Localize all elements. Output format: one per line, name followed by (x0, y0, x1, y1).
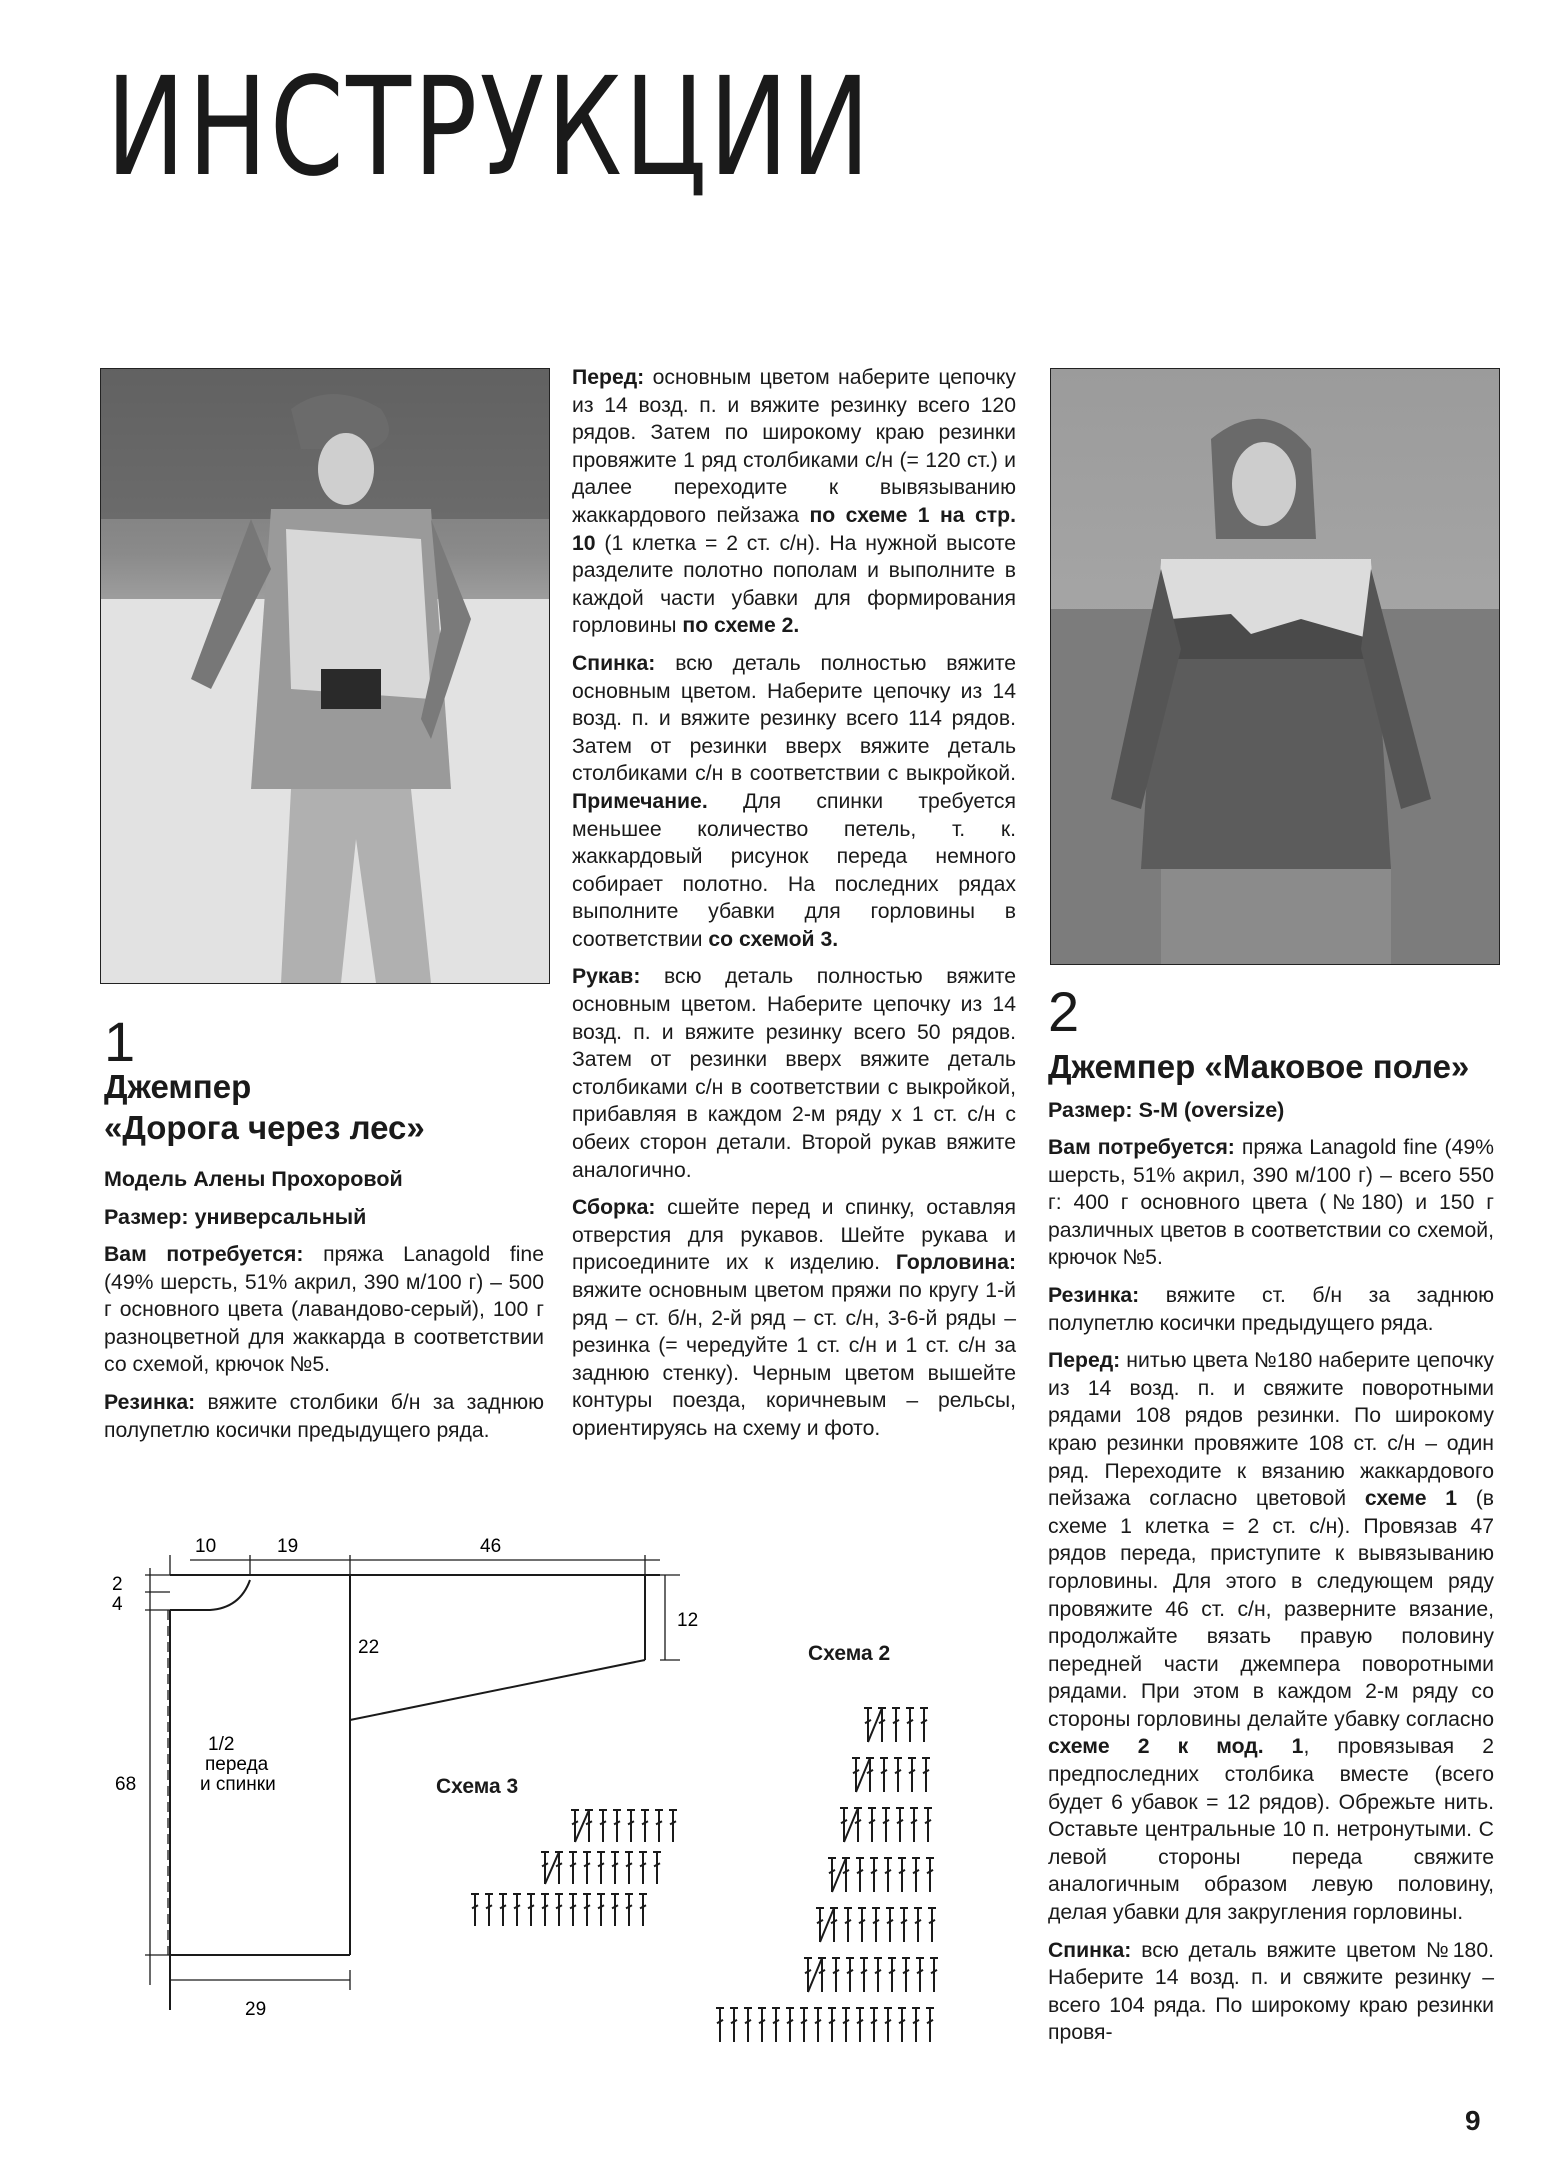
stitch-symbol (856, 2008, 864, 2042)
model-1-size-label: Размер: (104, 1205, 189, 1229)
stitch-symbol (716, 2008, 724, 2042)
model-1-back-text: всю деталь полностью вяжите основным цветом. Наберите цепочку из 14 возд. п. и вяжите резинку всего 114 рядов. Затем от резинки вверх вяжите деталь столбиками с/н в соответствии с выкройкой. (572, 651, 1016, 786)
stitch-symbol (655, 1810, 663, 1842)
dim-bottom: 29 (245, 1999, 267, 2020)
model-2-rib-text: вяжите ст. б/н за заднюю полупетлю косички предыдущего ряда. (1048, 1283, 1494, 1335)
model-2-size-label: Размер: (1048, 1098, 1133, 1122)
stitch-symbol (912, 2008, 920, 2042)
model-1-size-value: универсальный (194, 1205, 367, 1229)
stitch-symbol (832, 1858, 850, 1892)
stitch-symbol (569, 1852, 577, 1884)
stitch-symbol (625, 1852, 633, 1884)
model-1-neck-text: вяжите основным цветом пряжи по кругу 1-й ряд – ст. б/н, 2-й ряд – ст. с/н, 3-6-й ряды – резинка (= чередуйте 1 ст. с/н и 1 ст. с/н за заднюю стенку). Черным цветом вышейте контуры поезда, коричневым – рельсы, ориентируясь на схему и фото. (572, 1279, 1016, 1440)
stitch-symbol (613, 1810, 621, 1842)
scheme-3-label: Схема 3 (436, 1775, 519, 1798)
stitch-symbol (808, 1958, 826, 1992)
stitch-symbol (541, 1894, 549, 1926)
stitch-symbol (928, 1908, 936, 1942)
piece-label-2: переда (205, 1754, 269, 1775)
model-1-sleeve-text: всю деталь полностью вяжите основным цветом. Наберите цепочку из 14 возд. п. и вяжите резинку всего 50 рядов. Затем от резинки вверх вяжите деталь столбиками с/н в соответствии с выкройкой, прибавляя в каждом 2-м ряду х 1 ст. с/н с обеих сторон детали. Второй рукав вяжите аналогично. (572, 965, 1017, 1182)
stitch-symbol (513, 1894, 521, 1926)
stitch-symbol (611, 1894, 619, 1926)
model-1-assembly-label: Сборка: (572, 1196, 656, 1220)
stitch-symbol (846, 1958, 854, 1992)
stitch-symbol (898, 2008, 906, 2042)
stitch-symbol (886, 1908, 894, 1942)
stitch-symbol (896, 1808, 904, 1842)
stitch-symbol (828, 2008, 836, 2042)
stitch-symbol (920, 1708, 928, 1742)
stitch-symbol (906, 1708, 914, 1742)
stitch-symbol (910, 1808, 918, 1842)
scheme-2-chart (708, 1700, 988, 2070)
stitch-symbol (870, 2008, 878, 2042)
model-2-materials-text: пряжа Lanagold fine (49% шерсть, 51% акрил, 390 м/100 г) – всего 550 г: 400 г основного цвета (№180) и 150 г различных цветов в соответствии со схемой, крючок №5. (1048, 1136, 1494, 1270)
model-1-materials-text: пряжа Lanagold fine (49% шерсть, 51% акрил, 390 м/100 г) – 500 г основного цвета (лавандово-серый), 100 г разноцветной для жаккарда в соответствии со схемой, крючок №5. (104, 1243, 545, 1377)
stitch-symbol (730, 2008, 738, 2042)
stitch-symbol (872, 1908, 880, 1942)
model-1-materials-label: Вам потребуется: (104, 1243, 304, 1266)
stitch-symbol (599, 1810, 607, 1842)
model-1-neck-label: Горловина: (895, 1251, 1016, 1275)
model-2-front-text-3: , провязывая 2 предпоследних столбика вместе (всего будет 6 убавок = 12 рядов). Обрежьте нить. Оставьте центральные 10 п. нетронутыми. С левой стороны переда свяжите аналогичным образом левую половину, делая убавки для закругления горловины. (1048, 1735, 1494, 1925)
stitch-symbol (868, 1808, 876, 1842)
stitch-symbol (772, 2008, 780, 2042)
dim-left-1: 2 (112, 1574, 123, 1595)
model-1-note-label: Примечание. (572, 789, 708, 813)
model-1-sleeve-label: Рукав: (572, 965, 641, 989)
stitch-symbol (844, 1908, 852, 1942)
piece-label-1: 1/2 (208, 1734, 235, 1755)
model-2-back-label: Спинка: (1048, 1938, 1132, 1962)
stitch-symbol (856, 1758, 874, 1792)
dim-top-2: 19 (277, 1536, 299, 1557)
model-1-front-bold-2: по схеме 2. (682, 614, 800, 638)
stitch-symbol (884, 2008, 892, 2042)
scheme-2-label: Схема 2 (808, 1642, 891, 1665)
stitch-symbol (916, 1958, 924, 1992)
stitch-symbol (914, 1908, 922, 1942)
stitch-symbol (888, 1958, 896, 1992)
dim-sleeve-right: 12 (677, 1610, 699, 1631)
stitch-symbol (844, 1808, 862, 1842)
model-2-front-bold-2: схеме 2 к мод. 1 (1048, 1735, 1304, 1759)
model-1-number: 1 (104, 1010, 136, 1073)
stitch-symbol (597, 1894, 605, 1926)
model-2-front-text-2: (в схеме 1 клетка = 2 ст. с/н). Провязав 47 рядов переда, приступите к вывязыванию горловины. Для этого в следующем ряду провяжите 46 ст. с/н, разверните вязание, продолжайте вязать правую половину передней части джемпера поворотными рядами. При этом в каждом 2-м ряду со стороны горловины делайте убавку согласно (1048, 1487, 1495, 1731)
model-1-front-label: Перед: (572, 366, 645, 389)
stitch-symbol (545, 1852, 563, 1884)
dim-top-1: 10 (195, 1536, 217, 1557)
stitch-symbol (639, 1852, 647, 1884)
stitch-symbol (669, 1810, 677, 1842)
stitch-symbol (842, 2008, 850, 2042)
stitch-symbol (880, 1758, 888, 1792)
stitch-symbol (485, 1894, 493, 1926)
model-1-note-text: Для спинки требуется меньшее количество петель, т. к. жаккардовый рисунок переда немного собирает полотно. На последних рядах выполните убавки для горловины в соответствии (572, 789, 1016, 951)
model-2-photo (1050, 368, 1500, 965)
model-2-front-label: Перед: (1048, 1349, 1121, 1373)
stitch-symbol (786, 2008, 794, 2042)
model-2-front-text-1: нитью цвета №180 наберите цепочку из 14 возд. п. и свяжите поворотными рядами 108 рядов резинки. По широкому краю резинки провяжите 108 ст. с/н – один ряд. Переходите к вязанию жаккардового пейзажа согласно цветовой (1048, 1349, 1494, 1511)
model-2-front-bold-1: схеме 1 (1364, 1487, 1458, 1511)
model-1-title-line2: «Дорога через лес» (104, 1109, 425, 1146)
stitch-symbol (575, 1810, 593, 1842)
stitch-symbol (924, 1808, 932, 1842)
model-1-title-line1: Джемпер (104, 1068, 252, 1105)
stitch-symbol (870, 1858, 878, 1892)
page-heading: ИНСТРУКЦИИ (106, 49, 873, 207)
stitch-symbol (527, 1894, 535, 1926)
stitch-symbol (744, 2008, 752, 2042)
model-1-note-bold: со схемой 3. (708, 927, 839, 951)
scheme-3-chart (470, 1805, 690, 1940)
stitch-symbol (874, 1958, 882, 1992)
stitch-symbol (499, 1894, 507, 1926)
page-number: 9 (1465, 2105, 1481, 2136)
model-1-back-label: Спинка: (572, 651, 656, 675)
model-2-title: Джемпер «Маковое поле» (1048, 1048, 1470, 1085)
model-1-front-text-2: (1 клетка = 2 ст. с/н). На нужной высоте разделите полотно пополам и выполните в каждой части убавки для формирования горловины (572, 531, 1016, 638)
dim-top-3: 46 (480, 1536, 502, 1557)
dim-armhole: 22 (358, 1637, 380, 1658)
pattern-diagram (100, 1530, 720, 2030)
stitch-symbol (653, 1852, 661, 1884)
dim-left-2: 4 (112, 1594, 123, 1615)
stitch-symbol (641, 1810, 649, 1842)
dim-left-3: 68 (115, 1774, 137, 1795)
stitch-symbol (882, 1808, 890, 1842)
model-1-rib-text: вяжите столбики б/н за заднюю полупетлю косички предыдущего ряда. (104, 1390, 544, 1442)
model-2-rib-label: Резинка: (1048, 1283, 1140, 1307)
stitch-symbol (583, 1852, 591, 1884)
model-1-assembly-text: сшейте перед и спинку, оставляя отверстия для рукавов. Шейте рукава и присоедините их к изделию. (572, 1196, 1016, 1275)
model-2-materials-label: Вам потребуется: (1048, 1136, 1235, 1159)
stitch-symbol (569, 1894, 577, 1926)
model-1-front-bold-1: по схеме 1 на стр. 10 (572, 503, 1016, 555)
model-2-number: 2 (1048, 980, 1080, 1043)
stitch-symbol (860, 1958, 868, 1992)
stitch-symbol (832, 1958, 840, 1992)
stitch-symbol (471, 1894, 479, 1926)
stitch-symbol (758, 2008, 766, 2042)
stitch-symbol (930, 1958, 938, 1992)
stitch-symbol (926, 2008, 934, 2042)
stitch-symbol (611, 1852, 619, 1884)
stitch-symbol (922, 1758, 930, 1792)
stitch-symbol (856, 1858, 864, 1892)
stitch-symbol (800, 2008, 808, 2042)
stitch-symbol (908, 1758, 916, 1792)
model-1-author: Модель Алены Прохоровой (104, 1167, 403, 1191)
piece-label-3: и спинки (200, 1774, 276, 1795)
stitch-symbol (894, 1758, 902, 1792)
stitch-symbol (597, 1852, 605, 1884)
model-2-size-value: S-M (oversize) (1138, 1098, 1285, 1122)
stitch-symbol (912, 1858, 920, 1892)
stitch-symbol (884, 1858, 892, 1892)
stitch-symbol (555, 1894, 563, 1926)
stitch-symbol (858, 1908, 866, 1942)
stitch-symbol (892, 1708, 900, 1742)
stitch-symbol (639, 1894, 647, 1926)
stitch-symbol (868, 1708, 886, 1742)
model-1-photo (100, 368, 550, 984)
stitch-symbol (814, 2008, 822, 2042)
stitch-symbol (583, 1894, 591, 1926)
stitch-symbol (902, 1958, 910, 1992)
model-1-rib-label: Резинка: (104, 1390, 196, 1414)
model-2-back-text: всю деталь вяжите цветом №180. Наберите 14 возд. п. и свяжите резинку – всего 104 ряда. По широкому краю резинки провя- (1048, 1938, 1494, 2045)
model-1-front-text-1: основным цветом наберите цепочку из 14 возд. п. и вяжите резинку всего 120 рядов. Затем по широкому краю резинки провяжите 1 ряд столбиками с/н (= 120 ст.) и далее переходите к вывязыванию жаккардового пейзажа (572, 366, 1016, 527)
stitch-symbol (625, 1894, 633, 1926)
stitch-symbol (926, 1858, 934, 1892)
stitch-symbol (627, 1810, 635, 1842)
stitch-symbol (898, 1858, 906, 1892)
stitch-symbol (900, 1908, 908, 1942)
stitch-symbol (820, 1908, 838, 1942)
